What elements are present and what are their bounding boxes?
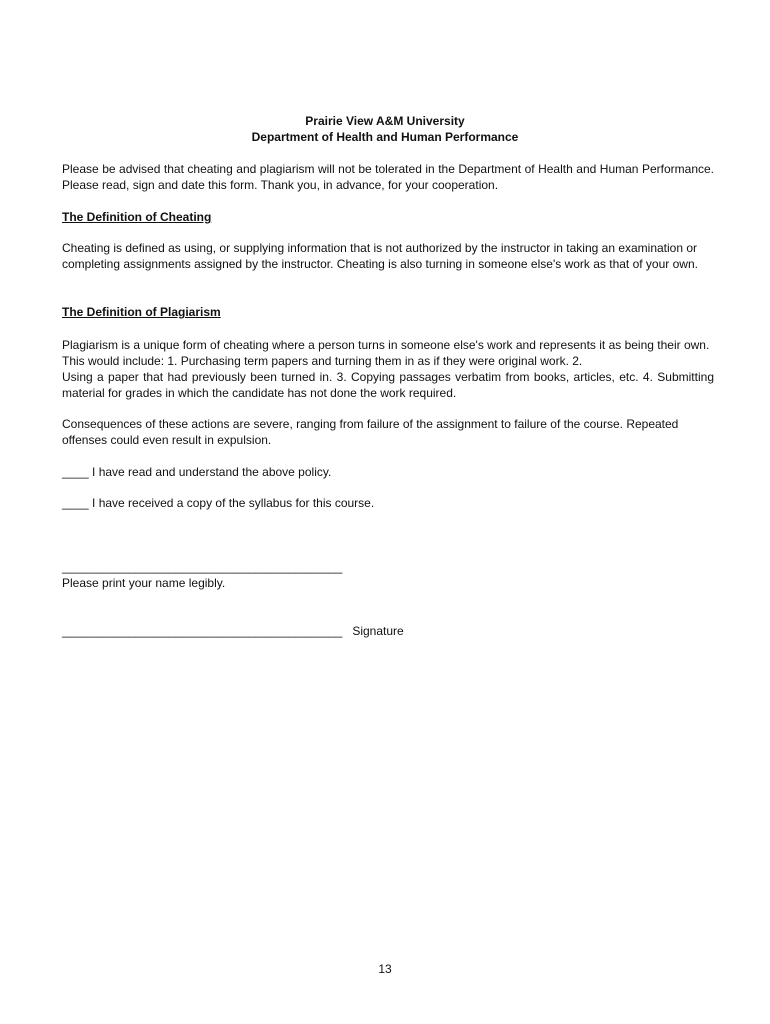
plagiarism-heading: [62, 304, 714, 320]
document-header: [0, 113, 770, 145]
plagiarism-text-part2: Using a paper that had previously been turned in. 3. Copying passages verbatim from books, articles, etc. 4. Submitting material for grades in which the candidate has not done the work required.: [62, 370, 714, 400]
university-name: Prairie View A&M University: [305, 114, 465, 128]
name-label: Please print your name legibly.: [62, 576, 226, 590]
name-field: [62, 559, 714, 591]
signature-field: [62, 623, 714, 639]
plagiarism-text-part1: Plagiarism is a unique form of cheating where a person turns in someone else's work and represents it as being their own. This would include: 1. Purchasing term papers and turning them in as if they were original work. 2.: [62, 338, 710, 368]
plagiarism-heading-text: The Definition of Plagiarism: [62, 305, 221, 319]
name-line[interactable]: __________________________________________: [62, 560, 343, 574]
syllabus-acknowledgement[interactable]: ____ I have received a copy of the syllabus for this course.: [62, 496, 375, 510]
signature-line[interactable]: __________________________________________: [62, 624, 343, 638]
cheating-heading: [62, 209, 714, 225]
cheating-paragraph: Cheating is defined as using, or supplying information that is not authorized by the instructor in taking an examination or completing assignments assigned by the instructor. Cheating is also turning in someone else's work as that of your own.: [62, 241, 698, 271]
consequences-paragraph: Consequences of these actions are severe, ranging from failure of the assignment to failure of the course. Repeated offenses could even result in expulsion.: [62, 417, 679, 447]
signature-label: Signature: [352, 624, 404, 638]
intro-paragraph: Please be advised that cheating and plagiarism will not be tolerated in the Department of Health and Human Performance. Please read, sign and date this form. Thank you, in advance, for your cooperation.: [62, 162, 714, 192]
cheating-heading-text: The Definition of Cheating: [62, 210, 212, 224]
policy-acknowledgement[interactable]: ____ I have read and understand the above policy.: [62, 465, 332, 479]
plagiarism-paragraph: [62, 337, 714, 401]
page-number: 13: [378, 962, 392, 976]
department-name: Department of Health and Human Performance: [251, 130, 519, 144]
